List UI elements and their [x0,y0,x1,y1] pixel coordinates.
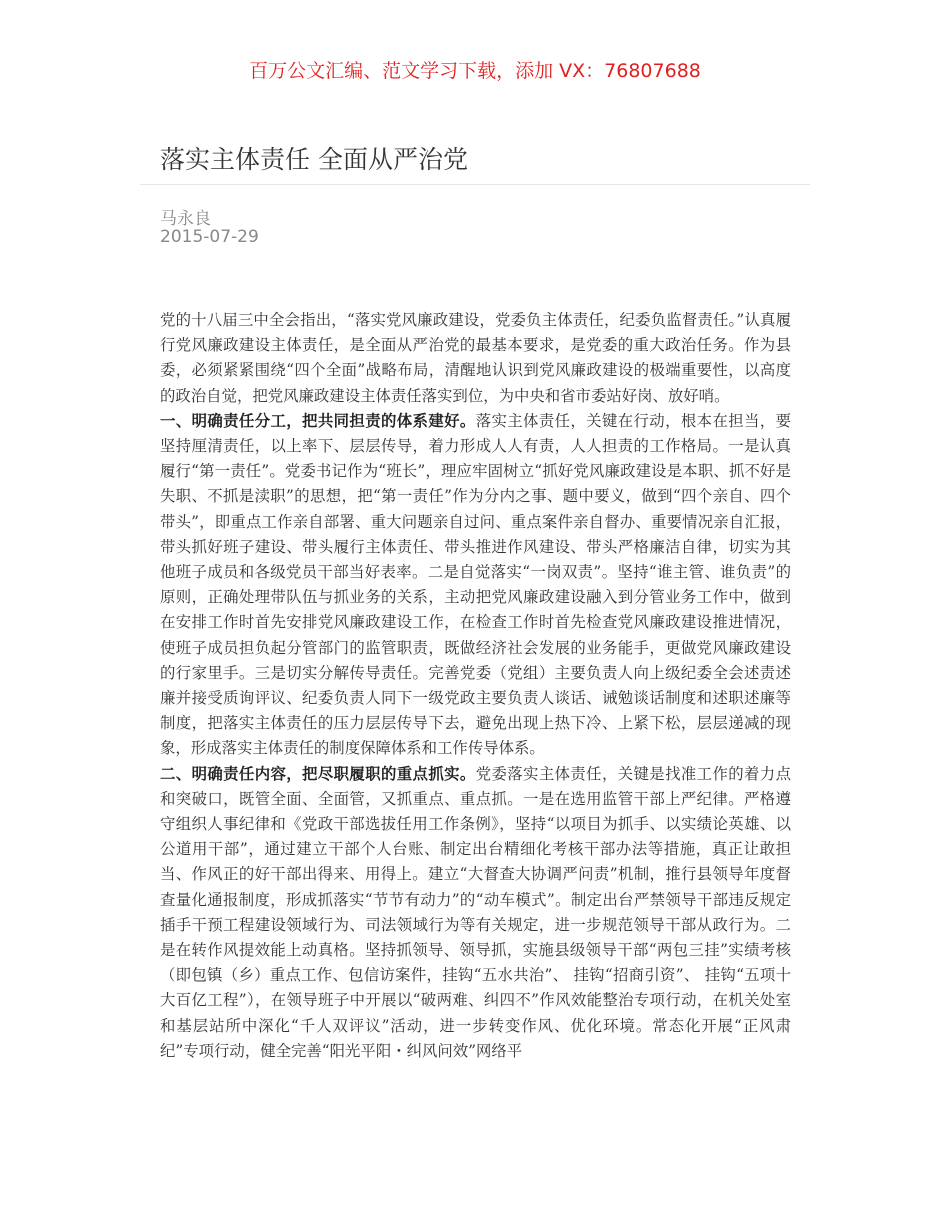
paragraph-text: 党委落实主体责任，关键是找准工作的着力点和突破口，既管全面、全面管，又抓重点、重点抓。一是在选用监管干部上严纪律。严格遵守组织人事纪律和《党政干部选拔任用工作条例》，坚持“以项目为抓手、以实绩论英雄、以公道用干部”，通过建立干部个人台账、制定出台精细化考核干部办法等措施，真正让敢担当、作风正的好干部出得来、用得上。建立“大督查大协调严问责”机制，推行县领导年度督查量化通报制度，形成抓落实“节节有动力”的“动车模式”。制定出台严禁领导干部违反规定插手干预工程建设领域行为、司法领域行为等有关规定，进一步规范领导干部从政行为。二是在转作风提效能上动真格。坚持抓领导、领导抓，实施县级领导干部“两包三挂”实绩考核（即包镇（乡）重点工作、包信访案件，挂钩“五水共治”、 挂钩“招商引资”、 挂钩“五项十大百亿工程”），在领导班子中开展以“破两难、纠四不”作风效能整治专项行动，在机关处室和基层站所中深化“千人双评议”活动，进一步转变作风、优化环境。常态化开展“正风肃纪”专项行动，健全完善“阳光平阳・纠风问效”网络平 [160,764,791,1060]
promo-banner: 百万公文汇编、范文学习下载，添加 VX：76807688 [249,60,701,82]
article-body [160,308,791,1064]
paragraph-text: 落实主体责任，关键在行动，根本在担当，要坚持厘清责任，以上率下、层层传导，着力形成人人有责，人人担责的工作格局。一是认真履行“第一责任”。党委书记作为“班长”，理应牢固树立“抓好党风廉政建设是本职、抓不好是失职、不抓是渎职”的思想，把“第一责任”作为分内之事、题中要义，做到“四个亲自、四个带头”，即重点工作亲自部署、重大问题亲自过问、重点案件亲自督办、重要情况亲自汇报，带头抓好班子建设、带头履行主体责任、带头推进作风建设、带头严格廉洁自律，切实为其他班子成员和各级党员干部当好表率。二是自觉落实“一岗双责”。坚持“谁主管、谁负责”的原则，正确处理带队伍与抓业务的关系，主动把党风廉政建设融入到分管业务工作中，做到在安排工作时首先安排党风廉政建设工作，在检查工作时首先检查党风廉政建设推进情况，使班子成员担负起分管部门的监管职责，既做经济社会发展的业务能手，更做党风廉政建设的行家里手。三是切实分解传导责任。完善党委（党组）主要负责人向上级纪委全会述责述廉并接受质询评议、纪委负责人同下一级党政主要负责人谈话、诫勉谈话制度和述职述廉等制度，把落实主体责任的压力层层传导下去，避免出现上热下冷、上紧下松，层层递减的现象，形成落实主体责任的制度保障体系和工作传导体系。 [160,411,791,758]
paragraph-text: 党的十八届三中全会指出，“落实党风廉政建设，党委负主体责任，纪委负监督责任。”认真履行党风廉政建设主体责任，是全面从严治党的最基本要求，是党委的重大政治任务。作为县委，必须紧紧围绕“四个全面”战略布局，清醒地认识到党风廉政建设的极端重要性，以高度的政治自觉，把党风廉政建设主体责任落实到位，为中央和省市委站好岗、放好哨。 [160,311,791,405]
author-name: 马永良 [160,209,211,229]
paragraph-section-2 [160,762,791,1064]
paragraph-intro [160,308,791,409]
section-heading: 二、明确责任内容，把尽职履职的重点抓实。 [160,764,476,783]
title-divider [140,184,810,185]
section-heading: 一、明确责任分工，把共同担责的体系建好。 [160,411,476,430]
publish-date: 2015-07-29 [160,227,259,247]
paragraph-section-1 [160,409,791,762]
page-title: 落实主体责任 全面从严治党 [160,145,468,174]
